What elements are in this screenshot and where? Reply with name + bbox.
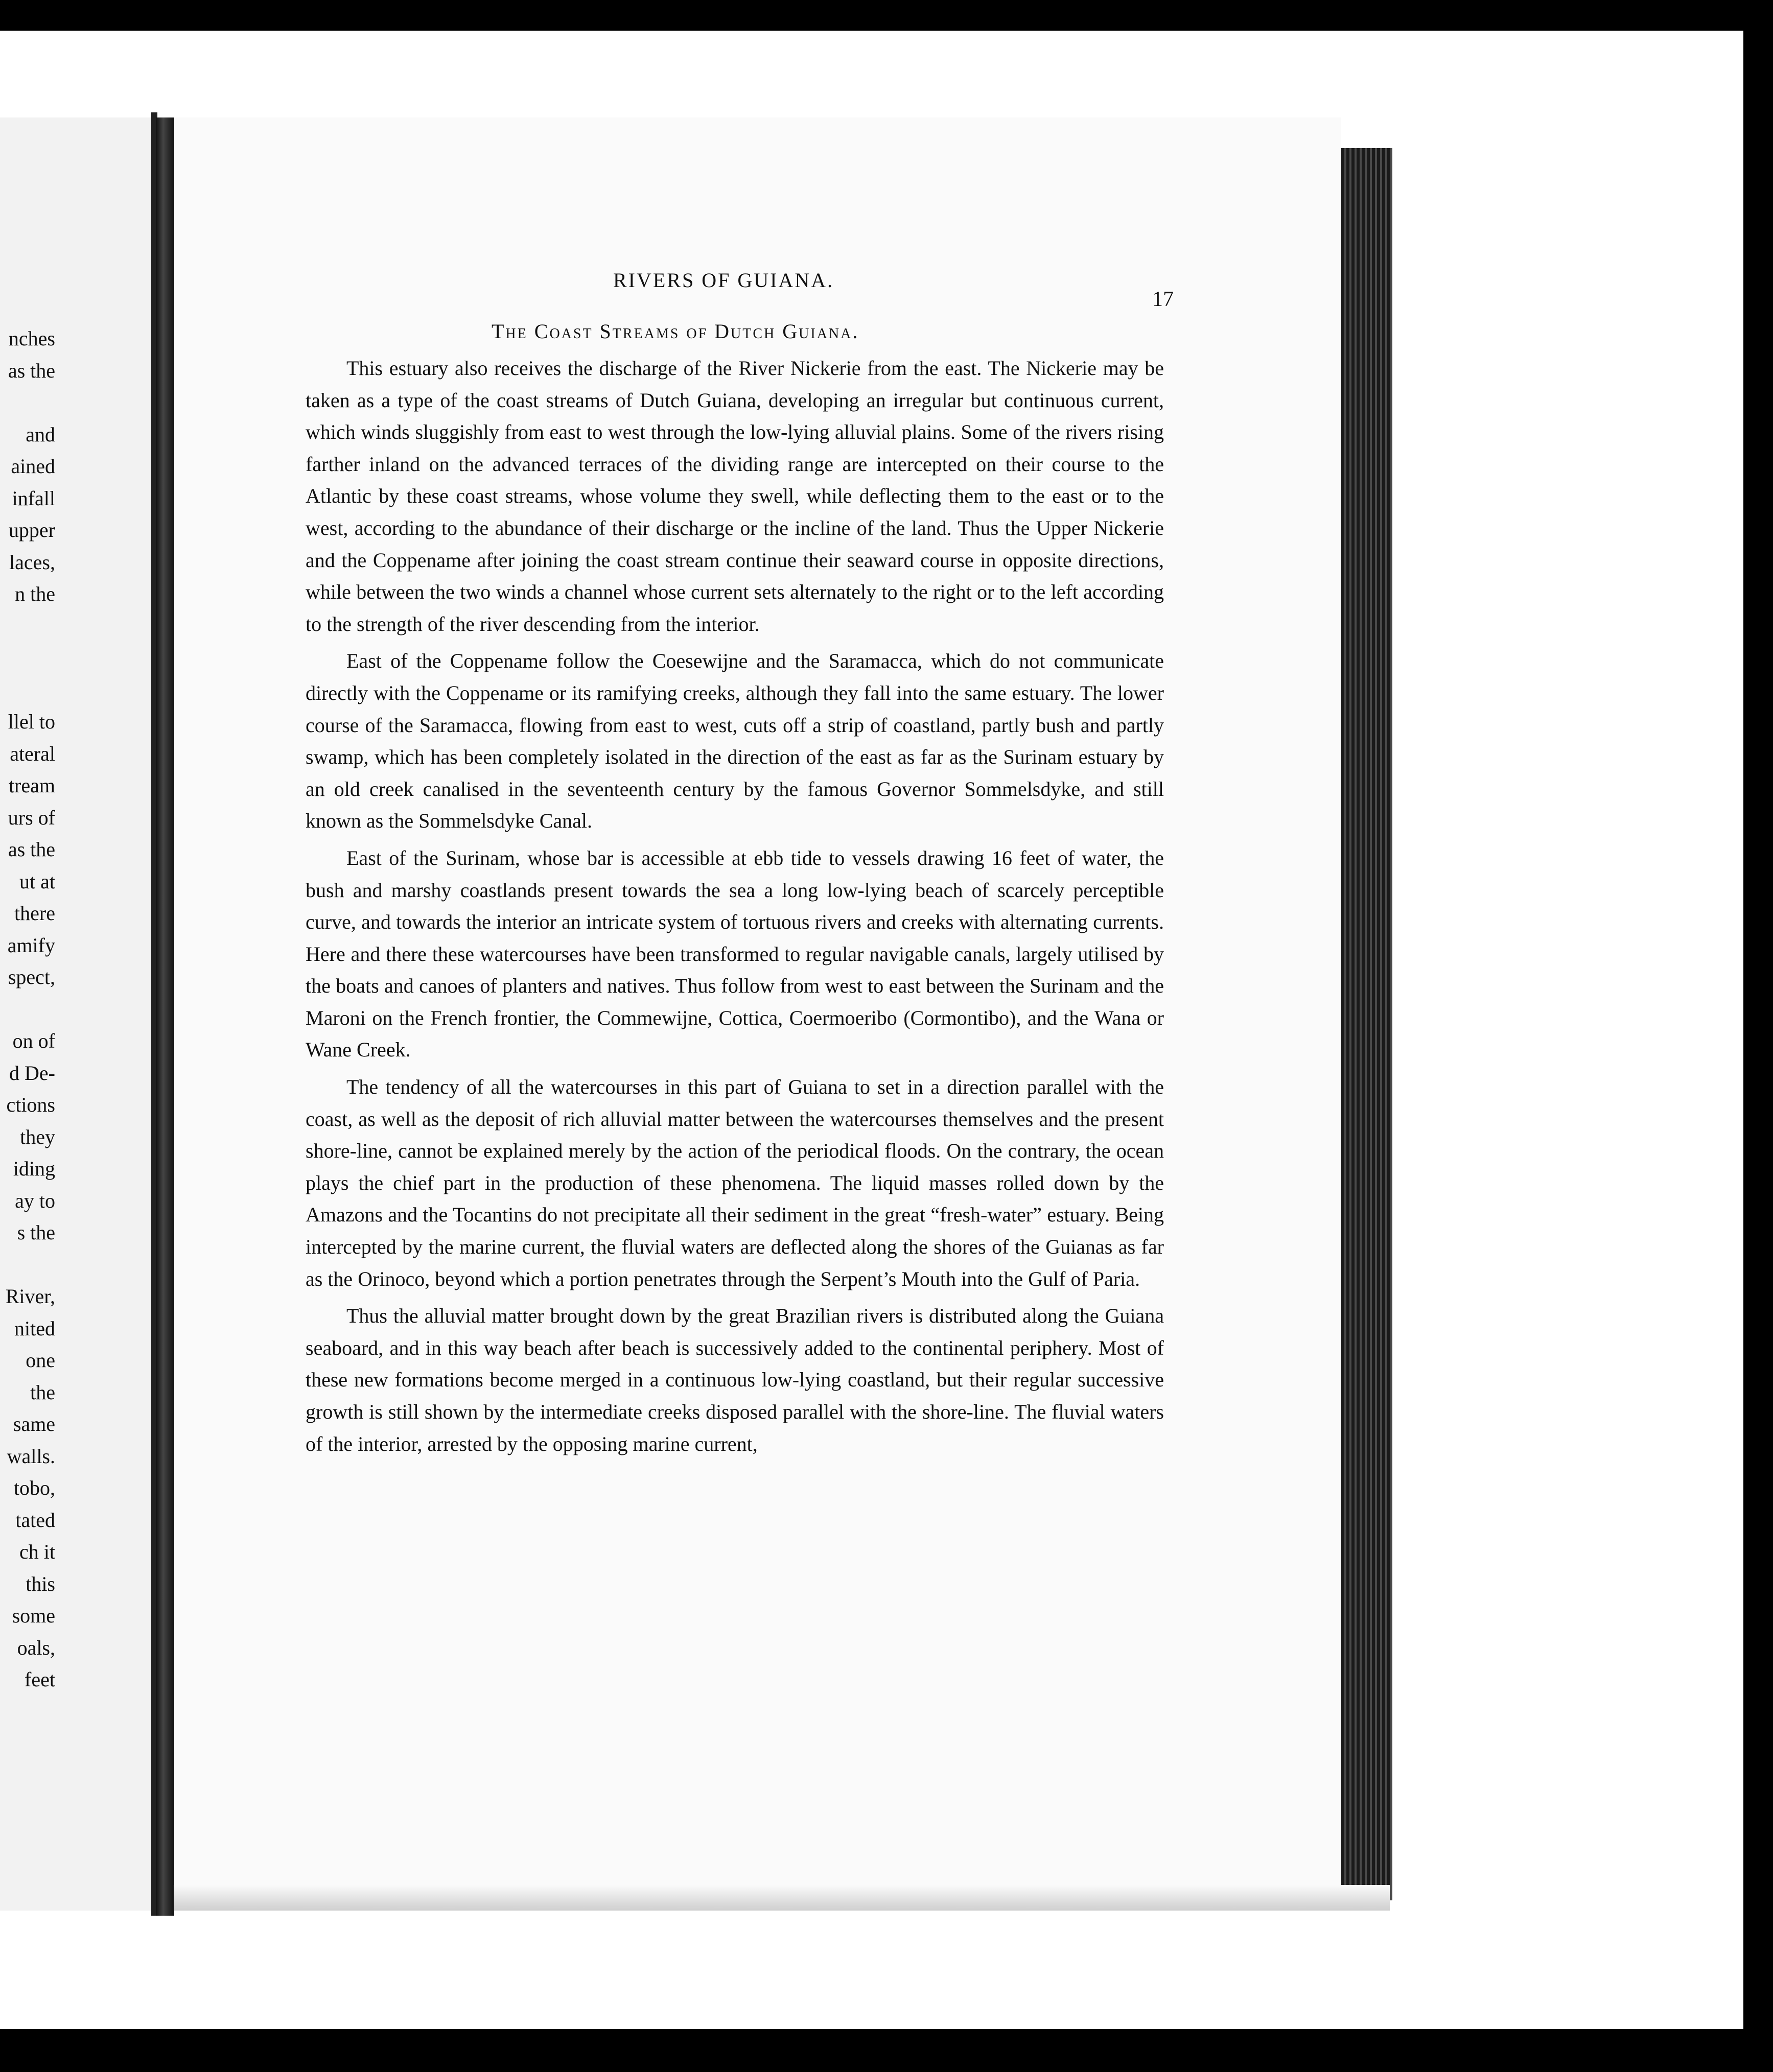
left-fragment-line: nches (8, 327, 55, 350)
left-fragment-line: they (20, 1125, 55, 1148)
left-fragment-line: spect, (8, 966, 55, 988)
section-title: The Coast Streams of Dutch Guiana. (492, 320, 859, 343)
left-fragment-line: n the (15, 582, 55, 605)
scan-top-border (0, 0, 1773, 31)
paragraph-2: East of the Coppename follow the Coesewijne and the Saramacca, which do not communicate directly with the Coppename or its ramifying creeks, although they fall into the same estuary. The lower course of the Saramacca, flowing from east to west, cuts off a strip of coastland, partly bush and partly swamp, which has been completely isolated in the direction of the east as far as the Surinam estuary by an old creek canalised in the seventeenth century by the famous Governor Sommelsdyke, and still known as the Sommelsdyke Canal. (306, 649, 1164, 833)
left-fragment-line: on of (12, 1029, 55, 1052)
left-fragment-line: one (26, 1349, 55, 1372)
left-fragment-line: tream (8, 774, 55, 797)
left-fragment-line: tobo, (13, 1476, 55, 1499)
paragraph-5: Thus the alluvial matter brought down by the great Brazilian rivers is distributed along the Guiana seaboard, and in this way beach after beach is successively added to the continental periphery. Most of these new formations become merged in a continuous low-lying coastland, but their regular successive growth is still shown by the intermediate creeks disposed parallel with the shore-line. The fluvial waters of the interior, arrested by the opposing marine current, (306, 1304, 1164, 1455)
left-fragment-line: ained (11, 455, 55, 478)
left-fragment-line (0, 610, 55, 643)
left-fragment-line: upper (8, 519, 55, 541)
left-fragment-line: tated (15, 1508, 55, 1532)
left-fragment-line: nited (14, 1316, 55, 1340)
page-number: 17 (1152, 288, 1174, 311)
left-fragment-line: this (26, 1572, 55, 1595)
left-fragment-line: oals, (17, 1636, 55, 1659)
left-fragment-line: River, (5, 1285, 55, 1308)
page-fore-edge (1341, 148, 1392, 1900)
left-fragment-line (0, 1249, 55, 1281)
left-fragment-line (0, 387, 55, 419)
left-fragment-line: as the (8, 838, 55, 861)
left-fragment-line: infall (12, 486, 55, 510)
page-bottom-shadow (174, 1885, 1390, 1911)
left-page-text-fragments (0, 323, 55, 1696)
left-fragment-line: ateral (10, 742, 55, 765)
left-fragment-line: ay to (15, 1189, 55, 1212)
left-fragment-line: d De- (9, 1061, 55, 1085)
scan-right-border (1743, 0, 1773, 2072)
left-fragment-line: ut at (19, 869, 55, 893)
left-fragment-line: walls. (7, 1444, 55, 1468)
left-fragment-line: urs of (8, 806, 55, 829)
left-fragment-line: iding (13, 1157, 55, 1180)
left-fragment-line: some (12, 1604, 55, 1627)
paragraph-3: East of the Surinam, whose bar is accessible at ebb tide to vessels drawing 16 feet of water, the bush and marshy coastlands present towards the sea a long low-lying beach of scarcely perceptible curve, and towards the interior an intricate system of tortuous rivers and creeks with alternating currents. Here and there these watercourses have been transformed to regular navigable canals, largely utilised by the boats and canoes of planters and natives. Thus follow from west to east between the Surinam and the Maroni on the French frontier, the Commewijne, Cottica, Coermoeribo (Cormontibo), and the Wana or Wane Creek. (306, 846, 1164, 1062)
left-fragment-line: feet (25, 1668, 55, 1691)
left-fragment-line: same (13, 1412, 55, 1435)
left-fragment-line: llel to (8, 710, 55, 733)
scan-bottom-border (0, 2029, 1773, 2072)
left-fragment-line: laces, (9, 550, 55, 574)
running-head: RIVERS OF GUIANA. (613, 269, 834, 292)
left-fragment-line: as the (8, 359, 55, 382)
paragraph-1: This estuary also receives the discharge of the River Nickerie from the east. The Nickerie may be taken as a type of the coast streams of Dutch Guiana, developing an irregular but continuous current, which winds sluggishly from east to west through the low-lying alluvial plains. Some of the rivers rising farther inland on the advanced terraces of the dividing range are intercepted on their course to the Atlantic by these coast streams, whose volume they swell, while deflecting them to the east or to the west, according to the abundance of their discharge or the incline of the land. Thus the Upper Nickerie and the Coppename after joining the coast stream continue their seaward course in opposite directions, while between the two winds a channel whose current sets alternately to the right or to the left according to the strength of the river descending from the interior. (306, 357, 1164, 635)
left-fragment-line (0, 994, 55, 1026)
left-fragment-line (0, 642, 55, 674)
left-fragment-line: and (26, 422, 55, 446)
left-fragment-line (0, 674, 55, 707)
paragraph-4: The tendency of all the watercourses in this part of Guiana to set in a direction parallel with the coast, as well as the deposit of rich alluvial matter between the watercourses themselves and the present shore-line, cannot be explained merely by the action of the periodical floods. On the contrary, the ocean plays the chief part in the production of these phenomena. The liquid masses rolled down by the Amazons and the Tocantins do not precipitate all their sediment in the great “fresh-water” estuary. Being intercepted by the marine current, the fluvial waters are deflected along the shores of the Guianas as far as the Orinoco, beyond which a portion penetrates through the Serpent’s Mouth into the Gulf of Paria. (306, 1075, 1164, 1290)
left-fragment-line: s the (17, 1221, 55, 1244)
book-binding (156, 117, 174, 1916)
left-fragment-line: ctions (6, 1093, 55, 1116)
left-fragment-line: amify (7, 933, 55, 957)
body-text (306, 352, 1164, 1465)
left-fragment-line: the (30, 1380, 55, 1404)
left-fragment-line: there (14, 902, 55, 925)
left-fragment-line: ch it (19, 1540, 55, 1563)
